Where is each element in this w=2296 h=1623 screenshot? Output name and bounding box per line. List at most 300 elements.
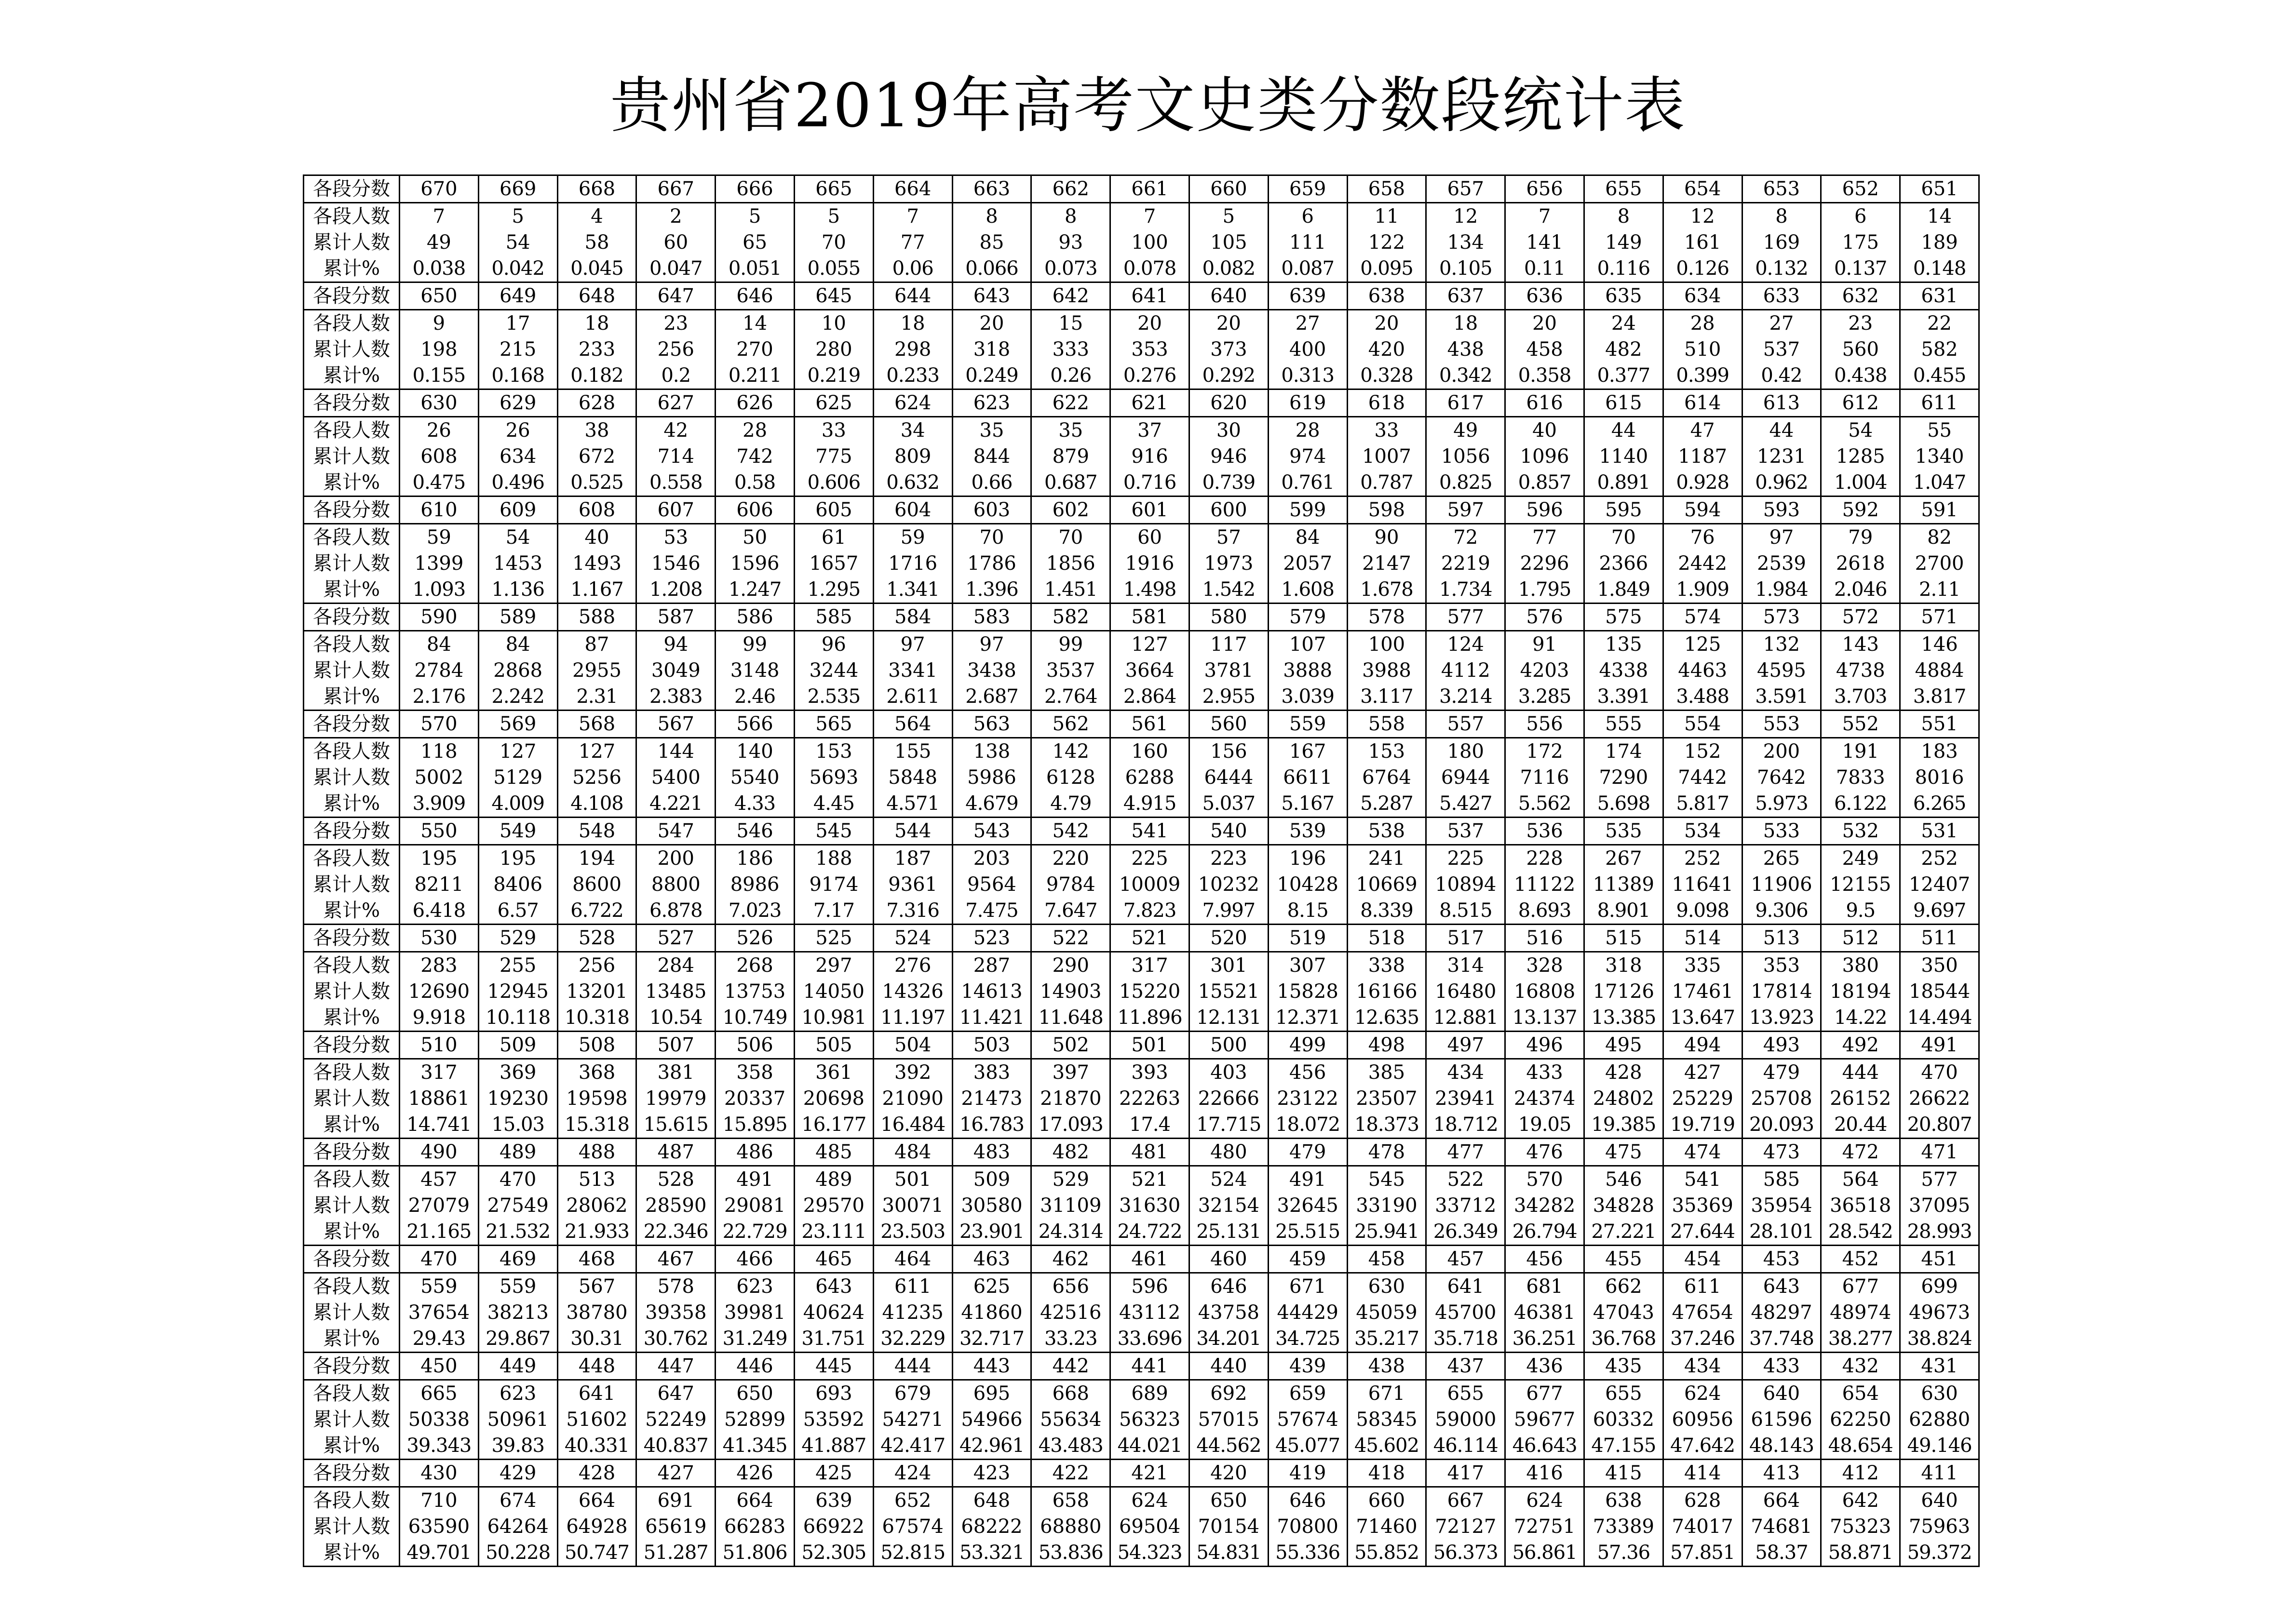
table-cell: 16.484: [873, 1112, 952, 1139]
table-cell: 2057: [1268, 550, 1347, 577]
table-cell: 454: [1663, 1246, 1742, 1273]
table-cell: 5.427: [1426, 791, 1505, 818]
table-cell: 0.182: [557, 362, 636, 389]
table-cell: 383: [952, 1059, 1031, 1086]
table-cell: 15.895: [716, 1112, 795, 1139]
table-cell: 58: [557, 229, 636, 255]
count-row: [304, 1380, 1979, 1407]
table-cell: 527: [636, 925, 716, 952]
table-cell: 433: [1742, 1353, 1821, 1380]
table-cell: 51.806: [716, 1540, 795, 1567]
table-cell: 689: [1110, 1380, 1189, 1407]
table-cell: 2.764: [1031, 684, 1110, 711]
table-cell: 595: [1584, 496, 1663, 524]
table-cell: 1.909: [1663, 577, 1742, 604]
table-cell: 141: [1505, 229, 1584, 255]
table-cell: 10894: [1426, 872, 1505, 898]
table-cell: 448: [557, 1353, 636, 1380]
table-cell: 13.647: [1663, 1005, 1742, 1032]
table-cell: 34.725: [1268, 1326, 1347, 1353]
table-cell: 65619: [636, 1514, 716, 1540]
table-cell: 654: [1663, 175, 1742, 203]
table-cell: 606: [716, 496, 795, 524]
table-cell: 27: [1268, 310, 1347, 337]
table-cell: 335: [1663, 952, 1742, 979]
table-cell: 513: [1742, 925, 1821, 952]
table-cell: 26: [478, 417, 557, 444]
table-cell: 7833: [1821, 765, 1900, 791]
table-cell: 47.155: [1584, 1433, 1663, 1460]
table-cell: 3781: [1189, 657, 1268, 684]
table-cell: 17.715: [1189, 1112, 1268, 1139]
table-cell: 809: [873, 443, 952, 469]
table-cell: 4.009: [478, 791, 557, 818]
table-cell: 10232: [1189, 872, 1268, 898]
table-cell: 12155: [1821, 872, 1900, 898]
table-cell: 85: [952, 229, 1031, 255]
table-cell: 471: [1900, 1139, 1979, 1166]
table-cell: 10669: [1347, 872, 1426, 898]
table-cell: 446: [716, 1353, 795, 1380]
table-cell: 13753: [716, 979, 795, 1005]
table-cell: 0.047: [636, 255, 716, 282]
table-cell: 460: [1189, 1246, 1268, 1273]
table-cell: 557: [1426, 711, 1505, 738]
table-cell: 461: [1110, 1246, 1189, 1273]
table-cell: 531: [1900, 818, 1979, 845]
table-cell: 2.31: [557, 684, 636, 711]
table-cell: 74017: [1663, 1514, 1742, 1540]
table-cell: 48.654: [1821, 1433, 1900, 1460]
row-label: 累计%: [304, 255, 400, 282]
table-cell: 256: [636, 336, 716, 362]
row-label: 各段人数: [304, 952, 400, 979]
table-cell: 3537: [1031, 657, 1110, 684]
table-cell: 8800: [636, 872, 716, 898]
table-cell: 17.4: [1110, 1112, 1189, 1139]
table-cell: 143: [1821, 631, 1900, 658]
table-cell: 29.867: [478, 1326, 557, 1353]
row-label: 累计%: [304, 362, 400, 389]
table-cell: 10.318: [557, 1005, 636, 1032]
table-cell: 127: [478, 738, 557, 765]
table-cell: 39.343: [400, 1433, 479, 1460]
table-cell: 51602: [557, 1407, 636, 1433]
table-cell: 22.729: [716, 1219, 795, 1246]
table-cell: 33: [794, 417, 873, 444]
row-label: 各段人数: [304, 1059, 400, 1086]
table-cell: 140: [716, 738, 795, 765]
percent-row: [304, 362, 1979, 389]
table-cell: 660: [1189, 175, 1268, 203]
table-cell: 8.339: [1347, 898, 1426, 925]
table-cell: 54966: [952, 1407, 1031, 1433]
table-cell: 476: [1505, 1139, 1584, 1166]
table-cell: 642: [1031, 282, 1110, 310]
table-cell: 457: [400, 1166, 479, 1193]
table-cell: 549: [478, 818, 557, 845]
table-cell: 2366: [1584, 550, 1663, 577]
count-row: [304, 738, 1979, 765]
table-cell: 5986: [952, 765, 1031, 791]
table-cell: 0.525: [557, 469, 636, 496]
table-cell: 144: [636, 738, 716, 765]
table-cell: 45700: [1426, 1300, 1505, 1326]
table-cell: 35: [1031, 417, 1110, 444]
table-cell: 28: [716, 417, 795, 444]
table-cell: 659: [1268, 175, 1347, 203]
table-cell: 480: [1189, 1139, 1268, 1166]
table-cell: 6128: [1031, 765, 1110, 791]
table-cell: 565: [794, 711, 873, 738]
table-cell: 668: [557, 175, 636, 203]
table-cell: 7.316: [873, 898, 952, 925]
table-cell: 180: [1426, 738, 1505, 765]
table-cell: 1096: [1505, 443, 1584, 469]
table-cell: 463: [952, 1246, 1031, 1273]
table-cell: 2147: [1347, 550, 1426, 577]
table-cell: 0.328: [1347, 362, 1426, 389]
table-cell: 4.108: [557, 791, 636, 818]
score-row: [304, 818, 1979, 845]
table-cell: 0.168: [478, 362, 557, 389]
table-cell: 36.768: [1584, 1326, 1663, 1353]
table-cell: 524: [1189, 1166, 1268, 1193]
table-cell: 30: [1189, 417, 1268, 444]
table-cell: 403: [1189, 1059, 1268, 1086]
table-cell: 13485: [636, 979, 716, 1005]
table-cell: 10428: [1268, 872, 1347, 898]
table-cell: 19.385: [1584, 1112, 1663, 1139]
table-cell: 582: [1900, 336, 1979, 362]
table-cell: 72: [1426, 524, 1505, 551]
table-cell: 1.295: [794, 577, 873, 604]
table-cell: 658: [1031, 1487, 1110, 1514]
table-cell: 2868: [478, 657, 557, 684]
table-cell: 417: [1426, 1460, 1505, 1487]
table-cell: 559: [478, 1273, 557, 1300]
table-cell: 18.072: [1268, 1112, 1347, 1139]
table-cell: 593: [1742, 496, 1821, 524]
table-cell: 646: [1268, 1487, 1347, 1514]
table-cell: 664: [1742, 1487, 1821, 1514]
table-cell: 7.17: [794, 898, 873, 925]
table-cell: 577: [1426, 604, 1505, 631]
table-cell: 54: [478, 524, 557, 551]
table-cell: 1.136: [478, 577, 557, 604]
table-cell: 4: [557, 203, 636, 230]
table-cell: 0.739: [1189, 469, 1268, 496]
table-cell: 11.896: [1110, 1005, 1189, 1032]
table-cell: 1399: [400, 550, 479, 577]
table-cell: 3.039: [1268, 684, 1347, 711]
table-cell: 31.249: [716, 1326, 795, 1353]
table-cell: 13.385: [1584, 1005, 1663, 1032]
table-cell: 11641: [1663, 872, 1742, 898]
table-cell: 625: [952, 1273, 1031, 1300]
table-cell: 0.073: [1031, 255, 1110, 282]
table-cell: 692: [1189, 1380, 1268, 1407]
table-cell: 7: [400, 203, 479, 230]
table-cell: 15: [1031, 310, 1110, 337]
table-cell: 474: [1663, 1139, 1742, 1166]
table-cell: 67574: [873, 1514, 952, 1540]
table-cell: 21473: [952, 1086, 1031, 1112]
table-cell: 52.305: [794, 1540, 873, 1567]
table-cell: 60: [1110, 524, 1189, 551]
table-cell: 9361: [873, 872, 952, 898]
table-cell: 380: [1821, 952, 1900, 979]
table-cell: 2296: [1505, 550, 1584, 577]
table-cell: 55.852: [1347, 1540, 1426, 1567]
table-cell: 599: [1268, 496, 1347, 524]
table-cell: 31630: [1110, 1193, 1189, 1219]
table-cell: 0.716: [1110, 469, 1189, 496]
table-cell: 4.33: [716, 791, 795, 818]
table-cell: 642: [1821, 1487, 1900, 1514]
table-cell: 660: [1347, 1487, 1426, 1514]
table-cell: 2.46: [716, 684, 795, 711]
table-cell: 38: [557, 417, 636, 444]
table-cell: 8.901: [1584, 898, 1663, 925]
table-cell: 55634: [1031, 1407, 1110, 1433]
table-cell: 4.571: [873, 791, 952, 818]
table-cell: 49: [1426, 417, 1505, 444]
row-label: 累计人数: [304, 336, 400, 362]
table-cell: 50: [716, 524, 795, 551]
table-cell: 195: [400, 845, 479, 872]
table-cell: 368: [557, 1059, 636, 1086]
table-cell: 0.276: [1110, 362, 1189, 389]
table-cell: 97: [952, 631, 1031, 658]
table-cell: 646: [716, 282, 795, 310]
table-cell: 450: [400, 1353, 479, 1380]
table-cell: 3.214: [1426, 684, 1505, 711]
table-cell: 517: [1426, 925, 1505, 952]
table-cell: 674: [478, 1487, 557, 1514]
table-cell: 228: [1505, 845, 1584, 872]
table-cell: 18: [557, 310, 636, 337]
table-cell: 540: [1189, 818, 1268, 845]
table-cell: 37654: [400, 1300, 479, 1326]
table-cell: 79: [1821, 524, 1900, 551]
table-cell: 58345: [1347, 1407, 1426, 1433]
table-cell: 638: [1584, 1487, 1663, 1514]
table-cell: 47.642: [1663, 1433, 1742, 1460]
table-cell: 498: [1347, 1032, 1426, 1059]
table-cell: 3.817: [1900, 684, 1979, 711]
table-cell: 0.42: [1742, 362, 1821, 389]
table-cell: 656: [1505, 175, 1584, 203]
table-cell: 0.438: [1821, 362, 1900, 389]
table-cell: 105: [1189, 229, 1268, 255]
table-cell: 647: [636, 282, 716, 310]
table-cell: 43758: [1189, 1300, 1268, 1326]
count-row: [304, 1487, 1979, 1514]
table-cell: 43112: [1110, 1300, 1189, 1326]
table-cell: 28.101: [1742, 1219, 1821, 1246]
table-cell: 5.698: [1584, 791, 1663, 818]
table-cell: 14.494: [1900, 1005, 1979, 1032]
table-cell: 415: [1584, 1460, 1663, 1487]
table-cell: 4738: [1821, 657, 1900, 684]
table-cell: 0.055: [794, 255, 873, 282]
table-cell: 411: [1900, 1460, 1979, 1487]
table-cell: 301: [1189, 952, 1268, 979]
table-cell: 422: [1031, 1460, 1110, 1487]
table-cell: 27: [1742, 310, 1821, 337]
table-cell: 9.098: [1663, 898, 1742, 925]
table-cell: 444: [1821, 1059, 1900, 1086]
row-label: 累计人数: [304, 1193, 400, 1219]
table-cell: 1.451: [1031, 577, 1110, 604]
table-cell: 652: [1821, 175, 1900, 203]
table-cell: 5.973: [1742, 791, 1821, 818]
table-cell: 298: [873, 336, 952, 362]
table-cell: 4112: [1426, 657, 1505, 684]
table-cell: 55: [1900, 417, 1979, 444]
table-cell: 59: [873, 524, 952, 551]
table-cell: 5002: [400, 765, 479, 791]
table-cell: 20: [952, 310, 1031, 337]
table-cell: 656: [1031, 1273, 1110, 1300]
table-cell: 447: [636, 1353, 716, 1380]
table-cell: 509: [478, 1032, 557, 1059]
table-cell: 2.176: [400, 684, 479, 711]
table-cell: 497: [1426, 1032, 1505, 1059]
table-cell: 646: [1189, 1273, 1268, 1300]
table-cell: 7442: [1663, 765, 1742, 791]
table-cell: 23.901: [952, 1219, 1031, 1246]
table-cell: 2784: [400, 657, 479, 684]
table-cell: 9.918: [400, 1005, 479, 1032]
table-cell: 613: [1742, 389, 1821, 417]
table-cell: 602: [1031, 496, 1110, 524]
table-cell: 14903: [1031, 979, 1110, 1005]
table-cell: 70: [794, 229, 873, 255]
table-cell: 61596: [1742, 1407, 1821, 1433]
table-cell: 608: [557, 496, 636, 524]
table-cell: 0.066: [952, 255, 1031, 282]
table-cell: 562: [1031, 711, 1110, 738]
table-cell: 16.177: [794, 1112, 873, 1139]
table-cell: 77: [873, 229, 952, 255]
table-cell: 48297: [1742, 1300, 1821, 1326]
table-cell: 39981: [716, 1300, 795, 1326]
table-cell: 138: [952, 738, 1031, 765]
table-cell: 21.933: [557, 1219, 636, 1246]
table-cell: 5400: [636, 765, 716, 791]
row-label: 累计人数: [304, 1407, 400, 1433]
table-cell: 554: [1663, 711, 1742, 738]
table-cell: 57.851: [1663, 1540, 1742, 1567]
table-cell: 18.373: [1347, 1112, 1426, 1139]
table-cell: 564: [873, 711, 952, 738]
table-cell: 3.391: [1584, 684, 1663, 711]
table-body: [304, 175, 1979, 1567]
table-cell: 24374: [1505, 1086, 1584, 1112]
table-cell: 614: [1663, 389, 1742, 417]
table-cell: 32.229: [873, 1326, 952, 1353]
table-cell: 30071: [873, 1193, 952, 1219]
table-cell: 350: [1900, 952, 1979, 979]
table-cell: 566: [716, 711, 795, 738]
table-cell: 8016: [1900, 765, 1979, 791]
table-cell: 575: [1584, 604, 1663, 631]
table-cell: 585: [794, 604, 873, 631]
table-cell: 608: [400, 443, 479, 469]
table-cell: 156: [1189, 738, 1268, 765]
table-cell: 418: [1347, 1460, 1426, 1487]
table-cell: 577: [1900, 1166, 1979, 1193]
table-cell: 42: [636, 417, 716, 444]
table-cell: 333: [1031, 336, 1110, 362]
table-cell: 695: [952, 1380, 1031, 1407]
table-cell: 4.679: [952, 791, 1031, 818]
table-cell: 644: [873, 282, 952, 310]
table-cell: 18861: [400, 1086, 479, 1112]
table-cell: 56323: [1110, 1407, 1189, 1433]
table-cell: 220: [1031, 845, 1110, 872]
table-cell: 586: [716, 604, 795, 631]
table-cell: 42.417: [873, 1433, 952, 1460]
table-cell: 0.045: [557, 255, 636, 282]
row-label: 累计人数: [304, 765, 400, 791]
table-cell: 10009: [1110, 872, 1189, 898]
table-cell: 4.915: [1110, 791, 1189, 818]
table-cell: 38780: [557, 1300, 636, 1326]
table-cell: 57674: [1268, 1407, 1347, 1433]
table-cell: 48974: [1821, 1300, 1900, 1326]
table-cell: 30.762: [636, 1326, 716, 1353]
table-cell: 44.562: [1189, 1433, 1268, 1460]
table-cell: 529: [478, 925, 557, 952]
table-cell: 0.632: [873, 469, 952, 496]
table-cell: 99: [1031, 631, 1110, 658]
percent-row: [304, 1326, 1979, 1353]
table-cell: 518: [1347, 925, 1426, 952]
table-cell: 290: [1031, 952, 1110, 979]
table-cell: 57015: [1189, 1407, 1268, 1433]
table-cell: 535: [1584, 818, 1663, 845]
table-cell: 1786: [952, 550, 1031, 577]
table-cell: 11906: [1742, 872, 1821, 898]
table-cell: 23941: [1426, 1086, 1505, 1112]
table-cell: 420: [1347, 336, 1426, 362]
table-cell: 639: [794, 1487, 873, 1514]
table-cell: 18.712: [1426, 1112, 1505, 1139]
table-cell: 72127: [1426, 1514, 1505, 1540]
table-cell: 576: [1505, 604, 1584, 631]
table-cell: 4884: [1900, 657, 1979, 684]
table-cell: 630: [1347, 1273, 1426, 1300]
table-cell: 464: [873, 1246, 952, 1273]
table-cell: 507: [636, 1032, 716, 1059]
table-cell: 23: [636, 310, 716, 337]
count-row: [304, 1166, 1979, 1193]
table-cell: 27549: [478, 1193, 557, 1219]
table-cell: 33: [1347, 417, 1426, 444]
table-cell: 60956: [1663, 1407, 1742, 1433]
table-cell: 11389: [1584, 872, 1663, 898]
table-cell: 496: [1505, 1032, 1584, 1059]
table-cell: 449: [478, 1353, 557, 1380]
table-cell: 585: [1742, 1166, 1821, 1193]
table-cell: 495: [1584, 1032, 1663, 1059]
table-cell: 428: [1584, 1059, 1663, 1086]
table-cell: 493: [1742, 1032, 1821, 1059]
count-row: [304, 631, 1979, 658]
